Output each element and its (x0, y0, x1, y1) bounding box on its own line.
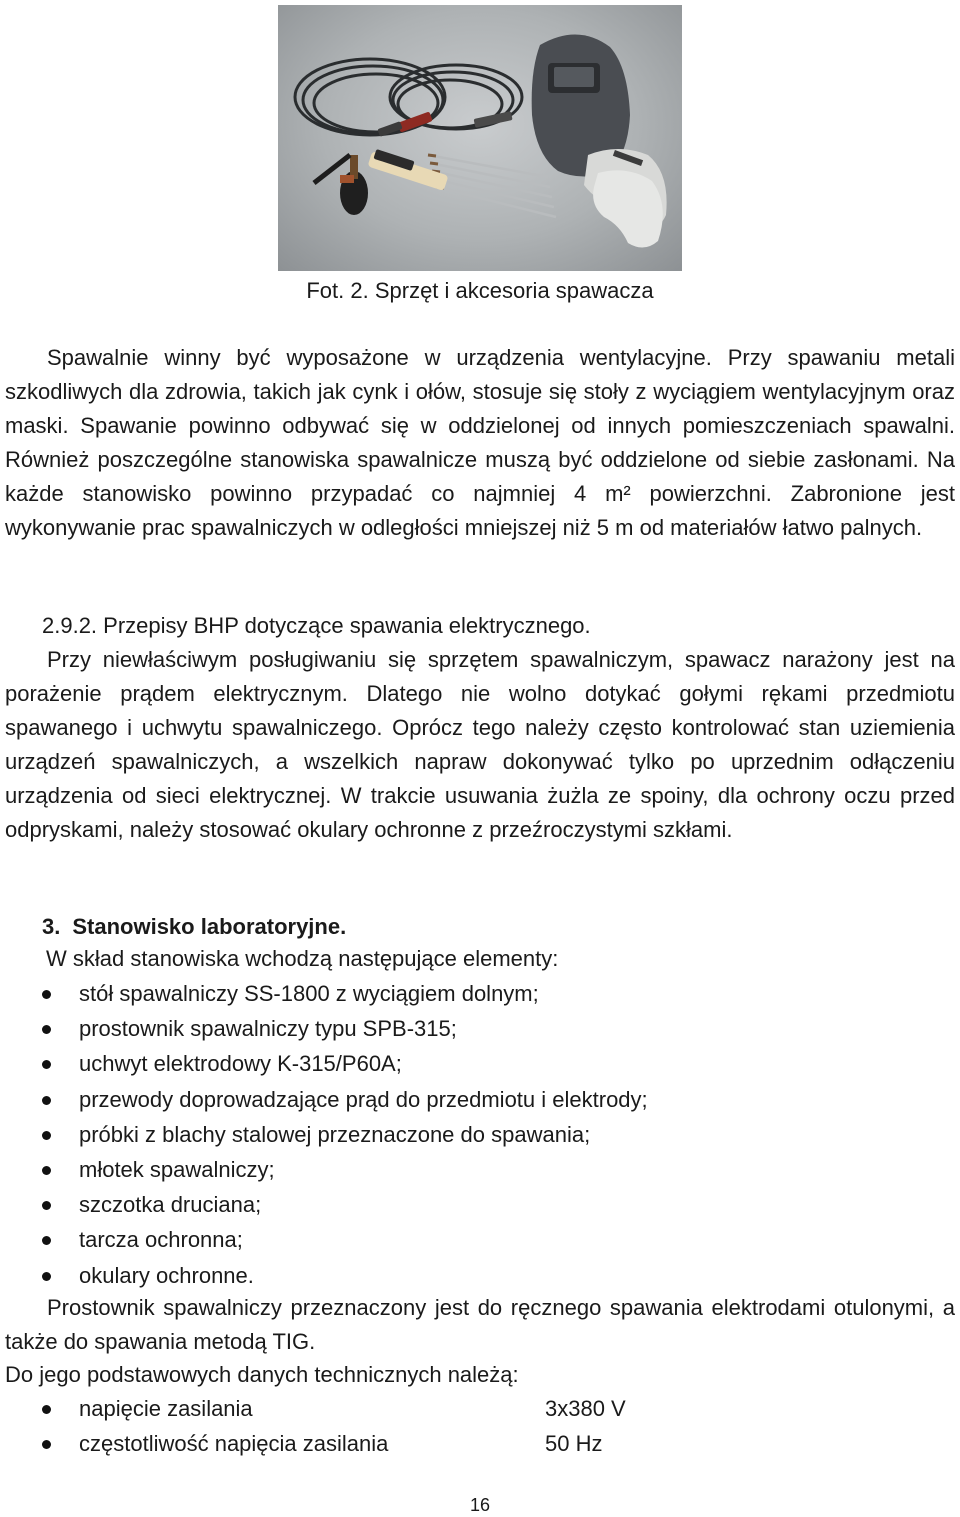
list-item (0, 1118, 648, 1153)
safety-paragraph: Przy niewłaściwym posługiwaniu się sprzętem spawalniczym, spawacz narażony jest na porażenie prądem elektrycznym. Dlatego nie wolno dotykać gołymi rękami przedmiotu spawanego i uchwytu spawalniczego. Oprócz tego należy często kontrolować stan uziemienia urządzeń spawalniczych, a wszelkich napraw dokonywać tylko po uprzednim odłączeniu urządzenia od sieci elektrycznej. W trakcie usuwania żużla ze spoiny, dla ochrony oczu przed odpryskami, należy stosować okulary ochronne z przeźroczystymi szkłami. (5, 647, 955, 842)
list-item (0, 977, 648, 1012)
list-item (0, 1188, 648, 1223)
bullet-icon (42, 1166, 51, 1175)
bullet-icon (42, 1201, 51, 1210)
bullet-icon (42, 990, 51, 999)
section-number: 3. (42, 914, 61, 939)
spec-row (0, 1427, 603, 1462)
ventilation-paragraph: Spawalnie winny być wyposażone w urządzenia wentylacyjne. Przy spawaniu metali szkodliwych dla zdrowia, takich jak cynk i ołów, stosuje się stoły z wyciągiem wentylacyjnym oraz maski. Spawanie powinno odbywać się w oddzielonej od innych pomieszczeniach spawalni. Również poszczególne stanowiska spawalnicze muszą być oddzielone od siebie zasłonami. Na każde stanowisko powinno przypadać co najmniej 4 m² powierzchni. Zabronione jest wykonywanie prac spawalniczych w odległości mniejszej niż 5 m od materiałów łatwo palnych. (5, 345, 955, 540)
list-item (0, 1259, 648, 1294)
bullet-icon (42, 1060, 51, 1069)
tech-specs-list (0, 1392, 626, 1462)
safety-subheading: 2.9.2. Przepisy BHP dotyczące spawania elektrycznego. (42, 613, 591, 638)
section-intro: W skład stanowiska wchodzą następujące elementy: (46, 946, 559, 971)
bullet-icon (42, 1405, 51, 1414)
list-item (0, 1223, 648, 1258)
spec-label: napięcie zasilania (79, 1396, 253, 1421)
section-title: Stanowisko laboratoryjne. (72, 914, 347, 939)
bullet-icon (42, 1131, 51, 1140)
welding-equipment-photo (278, 5, 682, 271)
list-item-text: młotek spawalniczy; (79, 1156, 275, 1182)
list-item-text: szczotka druciana; (79, 1192, 262, 1218)
spec-value: 3x380 V (545, 1396, 626, 1421)
list-item-text: próbki z blachy stalowej przeznaczone do spawania; (79, 1121, 591, 1147)
section-heading (42, 910, 346, 944)
bullet-icon (42, 1096, 51, 1105)
bullet-icon (42, 1272, 51, 1281)
bullet-icon (42, 1440, 51, 1449)
list-item-text: przewody doprowadzające prąd do przedmiotu i elektrody; (79, 1086, 648, 1112)
spec-value: 50 Hz (545, 1431, 603, 1456)
list-item-text: okulary ochronne. (79, 1262, 254, 1288)
list-item-text: stół spawalniczy SS-1800 z wyciągiem dolnym; (79, 981, 539, 1006)
equipment-list (0, 977, 648, 1294)
list-item (0, 1083, 648, 1118)
list-item-text: tarcza ochronna; (79, 1227, 243, 1253)
bullet-icon (42, 1025, 51, 1034)
list-item-text: uchwyt elektrodowy K-315/P60A; (79, 1051, 402, 1077)
rectifier-paragraph: Prostownik spawalniczy przeznaczony jest do ręcznego spawania elektrodami otulonymi, a także do spawania metodą TIG. (5, 1295, 955, 1354)
photo-caption: Fot. 2. Sprzęt i akcesoria spawacza (306, 278, 654, 303)
tech-data-intro: Do jego podstawowych danych technicznych należą: (5, 1362, 519, 1387)
spec-label: częstotliwość napięcia zasilania (79, 1431, 389, 1456)
list-item (0, 1047, 648, 1082)
list-item (0, 1153, 648, 1188)
list-item (0, 1012, 648, 1047)
bullet-icon (42, 1236, 51, 1245)
list-item-text: prostownik spawalniczy typu SPB-315; (79, 1016, 457, 1042)
spec-row (0, 1392, 626, 1427)
page-number: 16 (469, 1495, 491, 1515)
